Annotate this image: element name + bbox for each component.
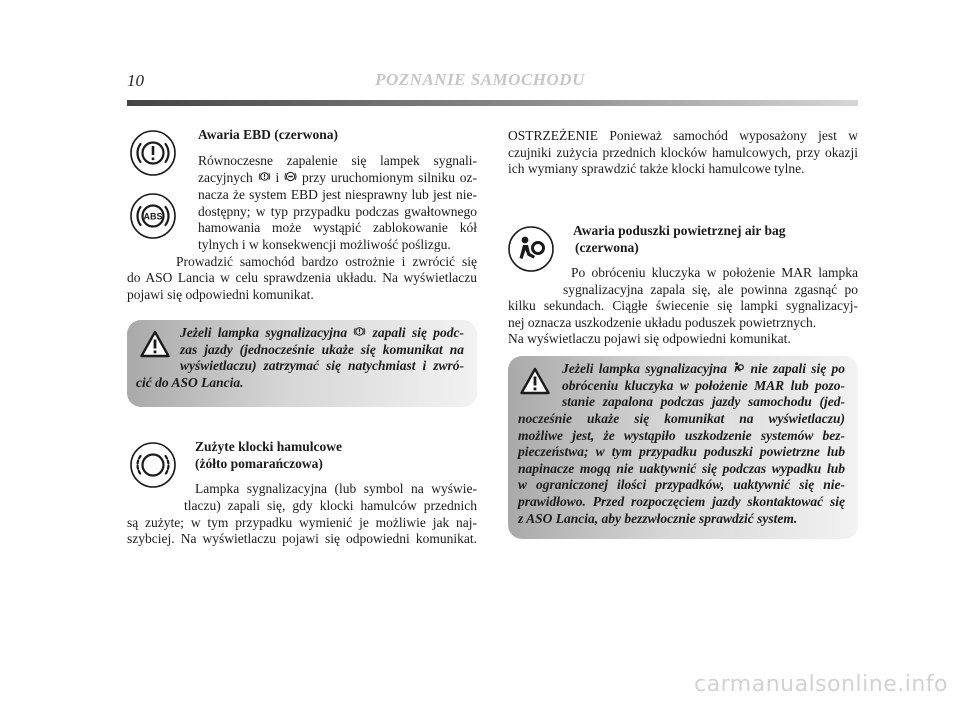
airbag-line-2: sygnalizacyjna zapala się, ale powinna zgasnąć po (563, 282, 858, 297)
airbag-warning-line-10: z ASO Lancia, aby bezzwłocznie sprawdzić system. (518, 511, 798, 526)
ebd-line-4: dostępny; w typ przypadku podczas gwałtownego (198, 204, 477, 219)
airbag-icon (508, 226, 554, 272)
airbag-warning-line-1-post: nie zapali się po (750, 361, 845, 376)
ebd-line-1: Równoczesne zapalenie się lampek sygnali- (198, 153, 477, 168)
airbag-warning-line-4: nocześnie ukaże się komunikat na wyświetlaczu) (518, 411, 845, 426)
pads-line-1: Lampka sygnalizacyjna (lub symbol na wyświe- (195, 481, 477, 496)
airbag-warning-line-3: stanie zapalona podczas jazdy samochodu (jed- (562, 394, 845, 409)
airbag-warning-line-1-pre: Jeżeli lampka sygnalizacyjna (562, 361, 727, 376)
ebd-line-5: hamowania może wystąpić zablokowanie kół (198, 220, 477, 235)
ebd-warning-line-4: cić do ASO Lancia. (136, 375, 244, 390)
pads-line-4: szybciej. Na wyświetlaczu pojawi się odpowiedni komunikat. (127, 531, 477, 546)
ebd-warning-line-1-post: zapali się podc- (372, 325, 464, 340)
airbag-warning-line-7: napinacze mogą nie uaktywnić się podczas wypadku lub (518, 461, 845, 476)
page-number: 10 (127, 71, 144, 90)
pads-line-3: są zużyte; w tym przypadku wymienić je możliwie jak naj- (127, 515, 477, 530)
ebd-line-8: do ASO Lancia w celu sprawdzenia układu. Na wyświetlaczu (127, 270, 477, 285)
airbag-line-4: nej oznacza uszkodzenie układu poduszek powietrznych. (508, 315, 817, 330)
ebd-line-9: pojawi się odpowiedni komunikat. (127, 287, 314, 302)
ebd-line-2-post: przy uruchomionym silniku oz- (301, 170, 478, 185)
header-rule (127, 100, 858, 106)
airbag-warning-line-5: możliwe jest, że wystąpiło uszkodzenie systemów bez- (518, 428, 845, 443)
warning-triangle-icon (520, 367, 550, 395)
pads-heading-1: Zużyte klocki hamulcowe (195, 439, 342, 454)
airbag-warning-line-9: prawidłowo. Przed rozpoczęciem jazdy skontaktować się (518, 494, 845, 509)
ebd-line-3: nacza że system EBD jest niesprawny lub jest nie- (198, 187, 477, 202)
airbag-heading-2: (czerwona) (575, 240, 639, 255)
airbag-line-5: Na wyświetlaczu pojawi się odpowiedni komunikat. (508, 331, 791, 346)
ebd-line-2-pre: zacyjnych (198, 170, 253, 185)
airbag-line-3: kilku sekundach. Ciągłe świecenie się lampki sygnalizacyj- (508, 298, 858, 313)
ebd-line-2-mid: i (275, 170, 280, 185)
ebd-warning-line-2: zas jazdy (jednocześnie ukaże się komunikat na (180, 342, 464, 357)
airbag-icon (732, 361, 745, 374)
notice-line-3: ich wymiany sprawdzić także klocki hamulcowe tylne. (508, 161, 805, 176)
warning-triangle-icon (140, 330, 170, 358)
airbag-warning-line-8: w ograniczonej ilości przypadków, uaktywnić się nie- (518, 477, 845, 492)
abs-icon (284, 170, 297, 183)
ebd-warning-line-1 (180, 325, 464, 342)
watermark: carmanualsonline.info (694, 672, 948, 697)
pads-line-2: tlaczu) zapali się, gdy klocki hamulców przednich (184, 498, 477, 513)
brake-warning-icon (353, 325, 366, 338)
airbag-warning-line-2: obróceniu kluczyka w położenie MAR lub pozo- (562, 378, 845, 393)
notice-line-1: OSTRZEŻENIE Ponieważ samochód wyposażony jest w (508, 128, 858, 143)
brake-warning-icon (258, 170, 271, 183)
ebd-line-7: Prowadzić samochód bardzo ostrożnie i zwrócić się (176, 254, 477, 269)
ebd-heading: Awaria EBD (czerwona) (198, 127, 338, 142)
airbag-line-1: Po obróceniu kluczyka w położenie MAR lampka (571, 265, 858, 280)
ebd-line-2 (198, 170, 477, 187)
ebd-line-6: tylnych i w konsekwencji możliwość poślizgu. (198, 237, 451, 252)
brake-pad-wear-icon (130, 442, 176, 488)
airbag-warning-line-1 (562, 361, 845, 378)
ebd-warning-line-3: wyświetlaczu) zatrzymać się natychmiast i zwró- (180, 358, 464, 373)
airbag-warning-line-6: pieczeństwa; w tym przypadku poduszki powietrzne lub (518, 444, 845, 459)
ebd-warning-line-1-pre: Jeżeli lampka sygnalizacyjna (180, 325, 348, 340)
pads-heading-2: (żółto pomarańczowa) (195, 456, 323, 471)
brake-warning-icon (130, 130, 176, 176)
airbag-heading-1: Awaria poduszki powietrznej air bag (573, 223, 786, 238)
abs-icon-label: ABS (143, 211, 163, 222)
abs-icon (130, 193, 176, 239)
page-title: POZNANIE SAMOCHODU (375, 70, 585, 89)
notice-line-2: czujniki zużycia przednich klocków hamulcowych, przy okazji (508, 145, 858, 160)
